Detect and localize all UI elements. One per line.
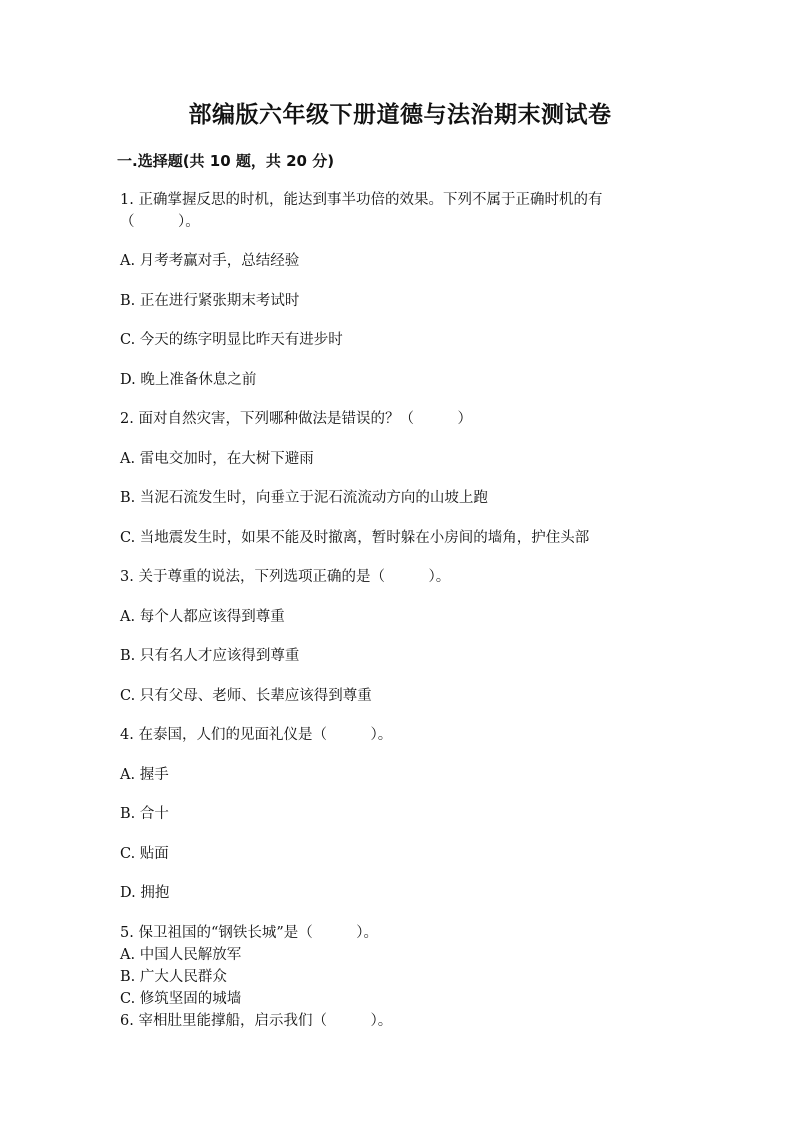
question-2-option-b: B. 当泥石流发生时，向垂立于泥石流流动方向的山坡上跑: [120, 490, 488, 506]
question-5-option-c: C. 修筑坚固的城墙: [120, 991, 242, 1007]
question-1-option-b: B. 正在进行紧张期末考试时: [120, 293, 300, 309]
question-4-text: 4. 在泰国，人们的见面礼仪是（ ）。: [120, 727, 393, 743]
question-2-option-a: A. 雷电交加时，在大树下避雨: [120, 451, 314, 467]
question-2-option-c: C. 当地震发生时，如果不能及时撤离，暂时躲在小房间的墙角，护住头部: [120, 530, 590, 546]
question-5-option-a: A. 中国人民解放军: [120, 947, 242, 963]
question-3-option-a: A. 每个人都应该得到尊重: [120, 609, 285, 625]
page-title: 部编版六年级下册道德与法治期末测试卷: [188, 102, 612, 128]
question-1-option-a: A. 月考考赢对手，总结经验: [120, 253, 300, 269]
question-1-option-d: D. 晚上准备休息之前: [120, 372, 257, 388]
question-4-option-b: B. 合十: [120, 806, 169, 822]
question-5-option-b: B. 广大人民群众: [120, 969, 227, 985]
question-1-option-c: C. 今天的练字明显比昨天有进步时: [120, 332, 343, 348]
question-3-option-c: C. 只有父母、老师、长辈应该得到尊重: [120, 688, 372, 704]
question-5-text: 5. 保卫祖国的“钢铁长城”是（ ）。: [120, 925, 379, 941]
question-4-option-d: D. 拥抱: [120, 885, 170, 901]
question-2-text: 2. 面对自然灾害，下列哪种做法是错误的？（ ）: [120, 411, 472, 427]
question-6-text: 6. 宰相肚里能撑船，启示我们（ ）。: [120, 1013, 393, 1029]
question-4-option-a: A. 握手: [120, 767, 169, 783]
question-1-text: 1. 正确掌握反思的时机，能达到事半功倍的效果。下列不属于正确时机的有: [120, 192, 603, 208]
section-heading: 一.选择题(共 10 题，共 20 分): [117, 152, 335, 170]
question-1-text-cont: （ ）。: [120, 214, 200, 230]
question-3-option-b: B. 只有名人才应该得到尊重: [120, 648, 300, 664]
question-3-text: 3. 关于尊重的说法，下列选项正确的是（ ）。: [120, 569, 451, 585]
question-4-option-c: C. 贴面: [120, 846, 169, 862]
